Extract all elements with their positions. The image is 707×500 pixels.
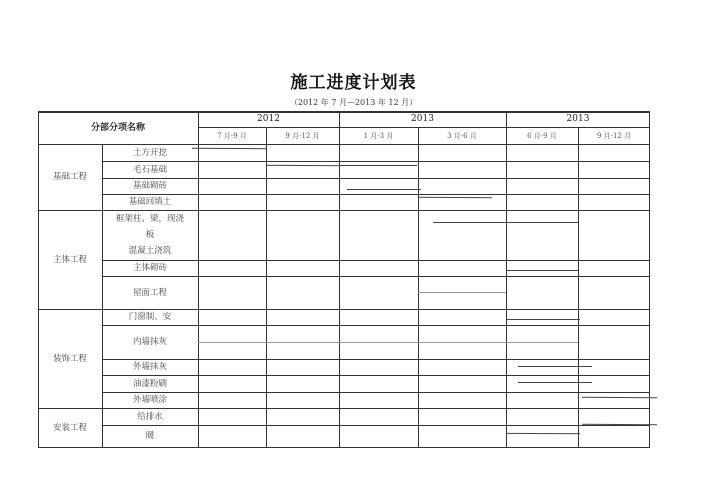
schedule-table [38, 111, 650, 448]
task-name: 外墙喷涂 [132, 395, 167, 405]
year-header: 2013 [411, 114, 434, 124]
task-name: 暖 [145, 431, 155, 441]
task-name: 油漆粉刷 [132, 378, 167, 389]
task-name: 土方开挖 [132, 147, 167, 158]
task-name: 屋面工程 [132, 287, 167, 298]
progress-bar [418, 197, 492, 199]
group-structure: 主体工程 [52, 254, 87, 265]
progress-bar [347, 189, 421, 190]
progress-bar [341, 165, 417, 166]
task-name-cont: 板 [145, 230, 155, 240]
progress-bar [507, 319, 580, 320]
name-column-header: 分部分项名称 [90, 122, 145, 133]
group-foundation: 基础工程 [52, 172, 87, 182]
faint-divider [198, 342, 578, 343]
progress-bar [582, 397, 657, 399]
task-name: 外墙抹灰 [132, 362, 167, 372]
period-header: 7 月-9 月 [217, 132, 247, 140]
faint-divider [418, 292, 506, 293]
period-header: 9 月-12 月 [285, 132, 320, 140]
progress-bar [506, 270, 578, 271]
progress-bar [267, 165, 341, 167]
task-name: 给排水 [137, 411, 163, 422]
task-name-cont: 混凝土浇筑 [128, 246, 172, 256]
task-name: 基础砌砖 [132, 181, 167, 191]
progress-bar [433, 222, 507, 223]
group-installation: 安装工程 [52, 423, 87, 433]
period-header: 6 月-9 月 [527, 132, 557, 140]
period-col-divider [578, 127, 579, 448]
task-name: 基础回填土 [128, 197, 172, 207]
progress-bar [192, 148, 266, 150]
progress-bar [506, 433, 580, 435]
table-border-bottom [38, 447, 650, 448]
progress-bar [518, 366, 592, 367]
document-subtitle: （2012 年 7 月—2013 年 12 月） [289, 98, 418, 107]
task-name: 内墙抹灰 [132, 337, 167, 347]
year-header: 2013 [566, 114, 590, 124]
task-name: 毛石基础 [132, 164, 167, 175]
task-name: 框架柱、梁，现浇 [115, 214, 184, 224]
period-header: 9 月-12 月 [596, 132, 632, 140]
period-col-divider [418, 127, 419, 448]
period-header: 1 月-3 月 [363, 132, 394, 140]
progress-bar [518, 382, 592, 383]
task-name: 主体砌砖 [132, 263, 167, 273]
document-title: 施工进度计划表 [290, 73, 417, 93]
year-header: 2012 [257, 114, 280, 124]
period-header: 3 月-6 月 [447, 132, 477, 140]
period-col-divider [266, 127, 267, 448]
progress-bar [506, 222, 578, 223]
group-decoration: 装饰工程 [52, 353, 87, 364]
task-name: 门窗制、安 [128, 312, 172, 322]
